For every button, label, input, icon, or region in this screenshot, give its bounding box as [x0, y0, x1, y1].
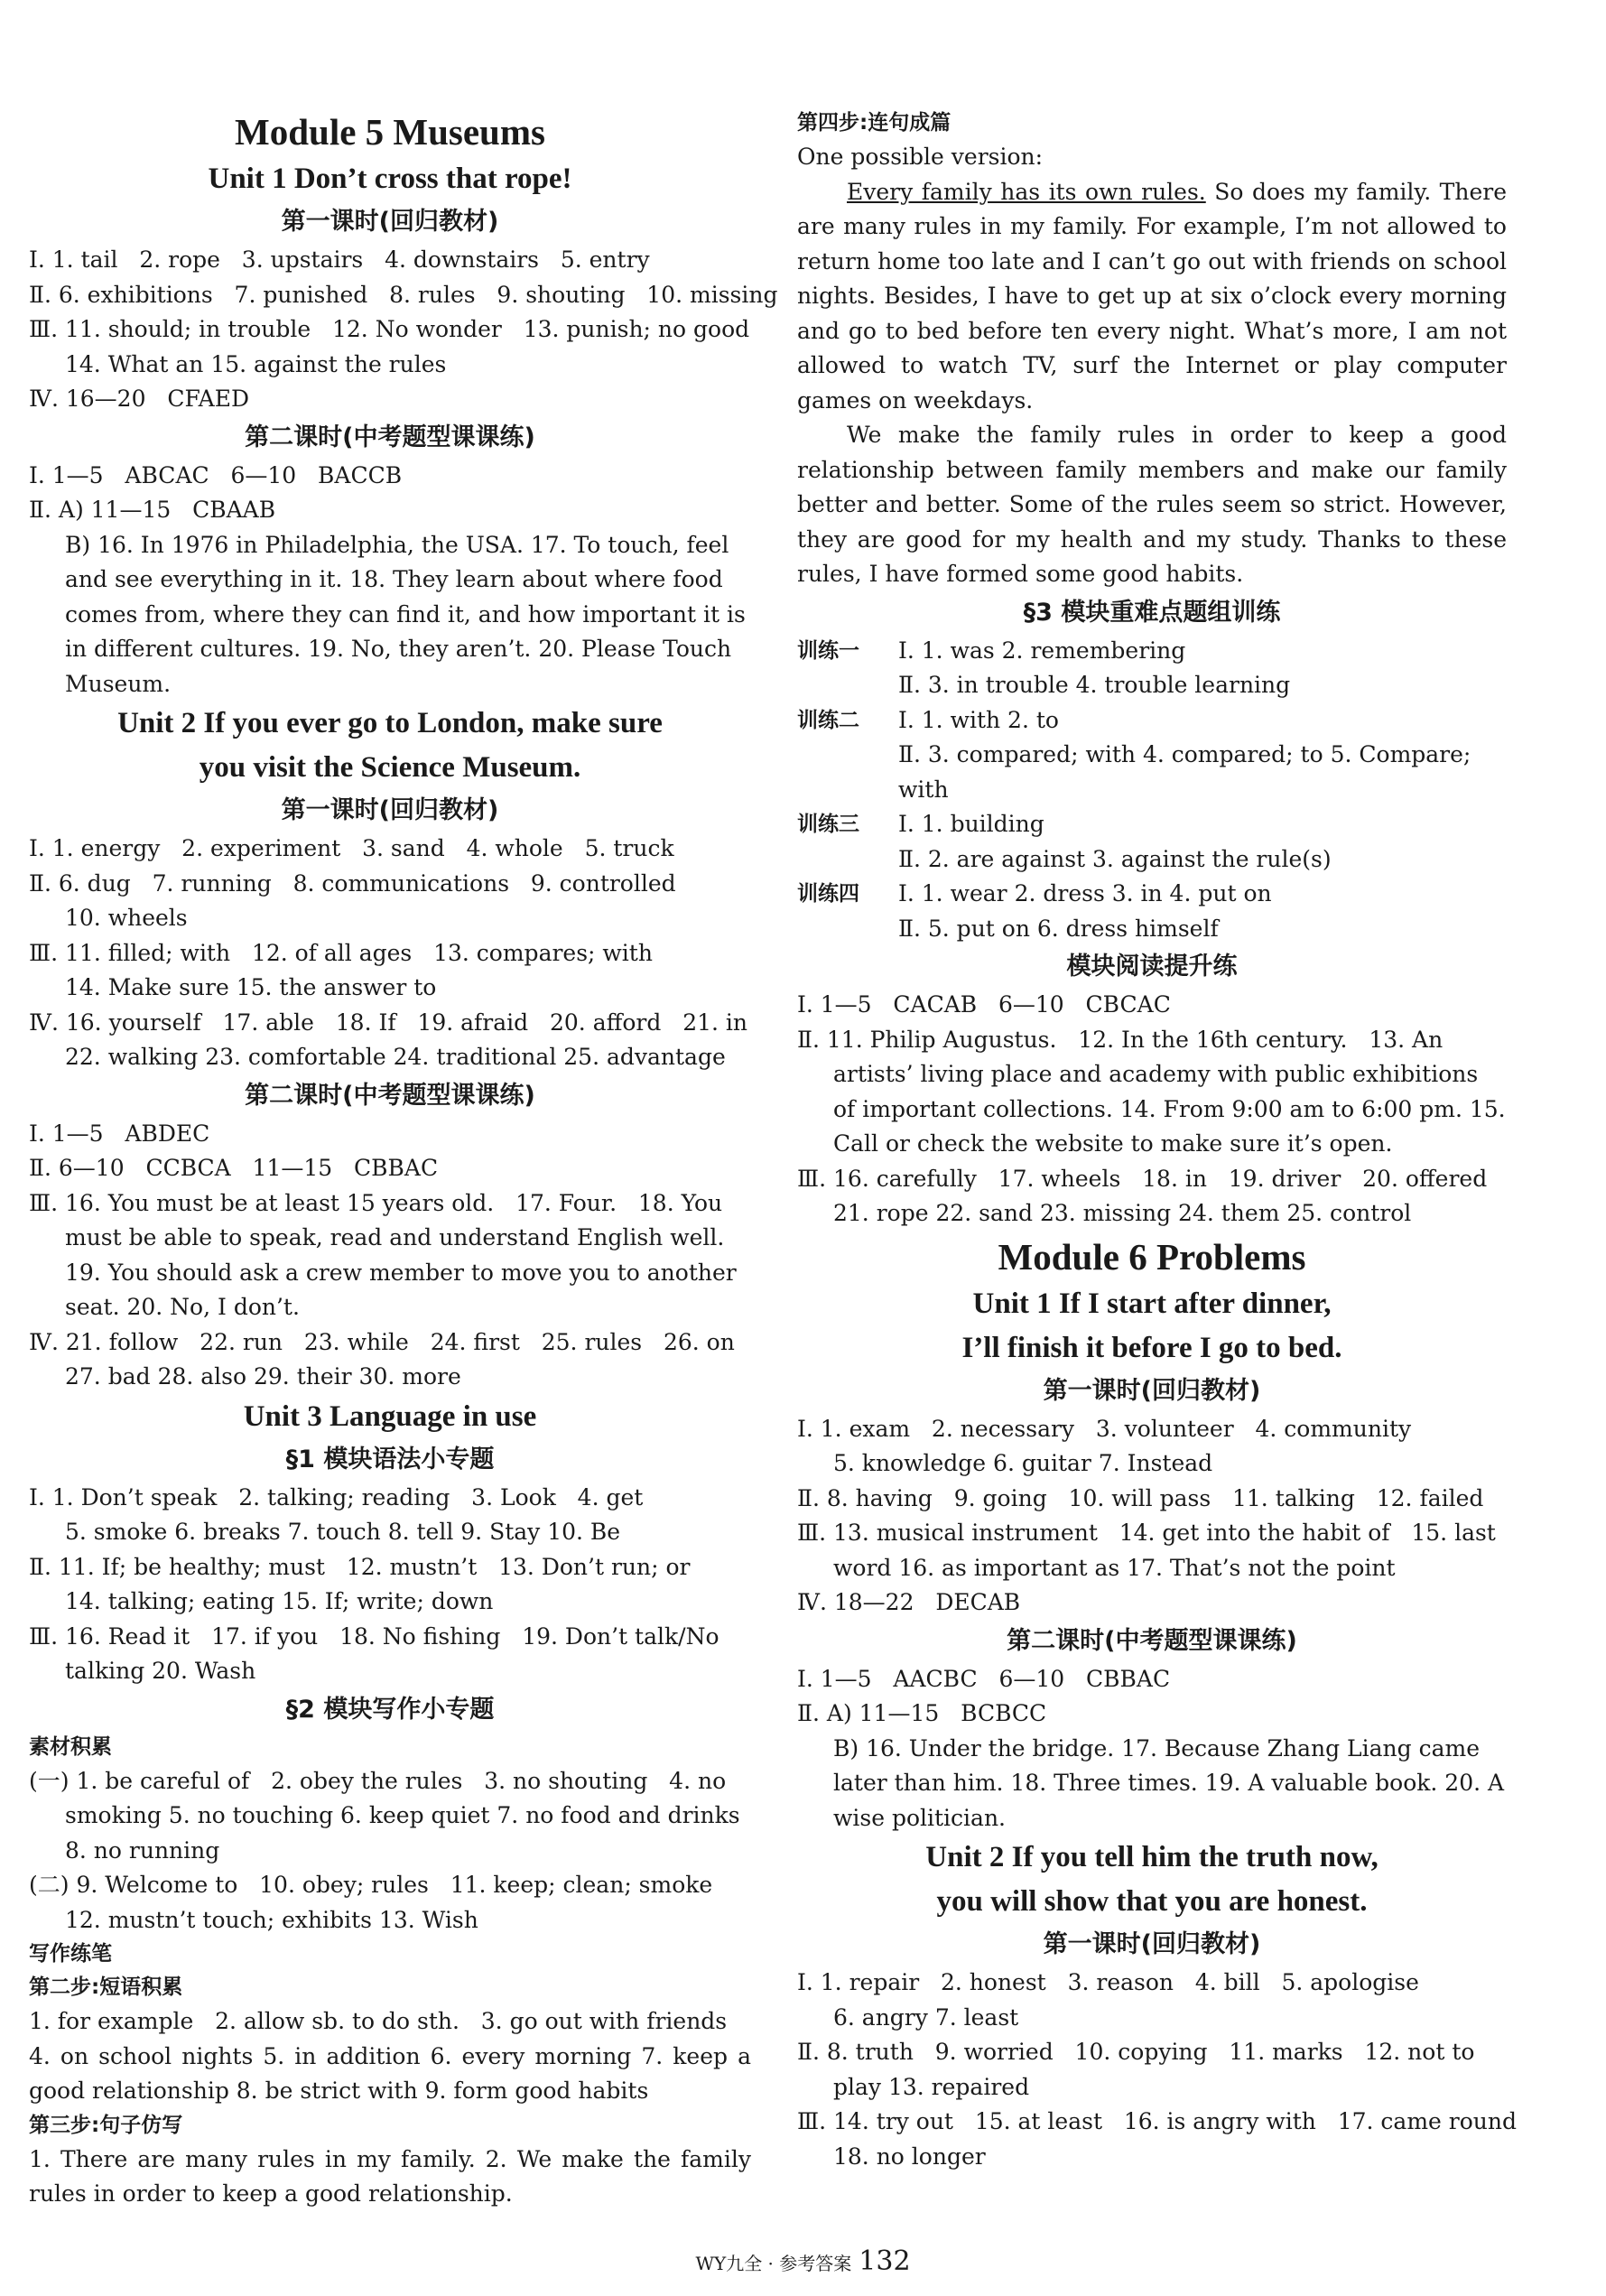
- answer-line-indent: 14. talking; eating 15. If; write; down: [65, 1588, 494, 1614]
- training-answers: Ⅰ. 1. was 2. remembering: [898, 637, 1186, 664]
- training-label: [797, 738, 898, 807]
- lesson-title: §3 模块重难点题组训练: [1023, 598, 1281, 627]
- unit-title: Unit 3 Language in use: [243, 1399, 537, 1433]
- answer-line: Ⅲ. 16. carefully 17. wheels 18. in 19. driver 20. offered: [797, 1165, 1488, 1192]
- answer-line: Ⅲ. 13. musical instrument 14. get into the habit of 15. last: [797, 1520, 1496, 1546]
- page-number: 132: [859, 2245, 911, 2277]
- training-answers: Ⅰ. 1. with 2. to: [898, 706, 1059, 733]
- answer-line-indent: 5. smoke 6. breaks 7. touch 8. tell 9. Stay 10. Be: [65, 1519, 621, 1545]
- answer-line: Ⅰ. 1—5 CACAB 6—10 CBCAC: [797, 991, 1171, 1018]
- training-row: [797, 877, 1507, 912]
- training-label: 训练二: [797, 708, 859, 732]
- training-label: [797, 668, 898, 703]
- answer-line: Ⅱ. 11. If; be healthy; must 12. mustn’t 13. Don’t run; or: [29, 1553, 691, 1580]
- lesson-title: §1 模块语法小专题: [285, 1445, 495, 1473]
- answer-line-indent: artists’ living place and academy with public exhibitions of important collections. 14. From 9:00 am to 6:00 pm. 15. Call or check the website to make sure it’s open.: [833, 1061, 1506, 1157]
- answer-line: Ⅱ. 6. dug 7. running 8. communications 9. controlled: [29, 869, 676, 897]
- answer-line-indent: 14. Make sure 15. the answer to: [65, 974, 437, 1000]
- lesson-title: 第一课时(回归教材): [281, 208, 499, 236]
- training-answers: Ⅱ. 3. in trouble 4. trouble learning: [898, 672, 1291, 698]
- answer-line: Ⅱ. 6. exhibitions 7. punished 8. rules 9. shouting 10. missing: [29, 281, 778, 308]
- paragraph: [797, 175, 1507, 419]
- answer-line-indent: 10. wheels: [65, 905, 188, 931]
- lesson-title: 第一课时(回归教材): [1043, 1376, 1261, 1405]
- answer-line-indent: talking 20. Wash: [65, 1658, 256, 1684]
- section-heading: 第三步:句子仿写: [29, 2113, 183, 2137]
- footer-label: WY九全 · 参考答案: [695, 2253, 852, 2274]
- answer-line: Ⅱ. 8. having 9. going 10. will pass 11. talking 12. failed: [797, 1484, 1484, 1511]
- lesson-title: 第一课时(回归教材): [1043, 1930, 1261, 1958]
- answer-line: Ⅳ. 16. yourself 17. able 18. If 19. afraid 20. afford 21. in: [29, 1009, 748, 1036]
- answer-line: Ⅲ. 14. try out 15. at least 16. is angry with 17. came round: [797, 2108, 1517, 2134]
- page-footer: [0, 2245, 1606, 2277]
- unit-title: Unit 2 If you ever go to London, make sure: [117, 707, 663, 739]
- answer-line-indent: smoking 5. no touching 6. keep quiet 7. no food and drinks 8. no running: [65, 1802, 740, 1864]
- section-heading: 素材积累: [29, 1734, 112, 1759]
- answer-line: Ⅲ. 11. should; in trouble 12. No wonder 13. punish; no good: [29, 316, 750, 342]
- training-answers: Ⅰ. 1. wear 2. dress 3. in 4. put on: [898, 880, 1272, 906]
- answer-line-indent: must be able to speak, read and understand English well. 19. You should ask a crew member to move you to another seat. 20. No, I don’t.: [65, 1224, 737, 1320]
- answer-line-indent: 12. mustn’t touch; exhibits 13. Wish: [65, 1906, 478, 1933]
- answer-line-indent: 27. bad 28. also 29. their 30. more: [65, 1363, 461, 1390]
- answer-line: Ⅱ. 8. truth 9. worried 10. copying 11. marks 12. not to: [797, 2039, 1475, 2065]
- answer-line-indent: B) 16. In 1976 in Philadelphia, the USA. 17. To touch, feel and see everything in it. 18. They learn about where food comes from, where they can find it, and how important it is in different cultures. 19. No, they aren’t. 20. Please Touch Museum.: [65, 531, 746, 697]
- answer-line-indent: play 13. repaired: [833, 2073, 1030, 2100]
- answer-line-indent: word 16. as important as 17. That’s not the point: [833, 1554, 1396, 1581]
- lesson-title: 第一课时(回归教材): [281, 796, 499, 824]
- training-label: 训练四: [797, 882, 859, 906]
- answer-line-indent: 21. rope 22. sand 23. missing 24. them 25. control: [833, 1200, 1412, 1226]
- underlined-sentence: Every family has its own rules.: [847, 178, 1206, 205]
- answer-line: Ⅰ. 1. exam 2. necessary 3. volunteer 4. community: [797, 1415, 1412, 1442]
- unit-title: Unit 2 If you tell him the truth now,: [925, 1841, 1379, 1873]
- answer-line: Ⅲ. 16. Read it 17. if you 18. No fishing 19. Don’t talk/No: [29, 1622, 719, 1650]
- answer-line: (一) 1. be careful of 2. obey the rules 3. no shouting 4. no: [29, 1767, 727, 1794]
- training-label: 训练三: [797, 813, 859, 836]
- training-row: [797, 807, 1507, 842]
- answer-line: Ⅱ. 11. Philip Augustus. 12. In the 16th century. 13. An: [797, 1026, 1444, 1053]
- module-title: Module 6 Problems: [998, 1235, 1306, 1278]
- answer-line: Ⅳ. 18—22 DECAB: [797, 1589, 1021, 1615]
- unit-title: Unit 1 Don’t cross that rope!: [208, 163, 572, 195]
- training-answers: Ⅰ. 1. building: [898, 811, 1044, 837]
- paragraph: We make the family rules in order to keep a good relationship between family members and make our family better and better. Some of the rules seem so strict. However, they are good for my health and my study. Thanks to these rules, I have formed some good habits.: [797, 422, 1507, 587]
- answer-line: Ⅰ. 1. energy 2. experiment 3. sand 4. whole 5. truck: [29, 835, 674, 861]
- lesson-title: 第二课时(中考题型课课练): [1007, 1626, 1297, 1655]
- training-row: [797, 842, 1507, 878]
- training-label: 训练一: [797, 638, 859, 663]
- training-row: [797, 912, 1507, 947]
- answer-line: Ⅰ. 1. repair 2. honest 3. reason 4. bill 5. apologise: [797, 1969, 1419, 1995]
- answer-line: Ⅳ. 16—20 CFAED: [29, 386, 249, 412]
- training-label: [797, 842, 898, 878]
- answer-line: Ⅱ. 6—10 CCBCA 11—15 CBBAC: [29, 1155, 439, 1181]
- training-row: [797, 738, 1507, 807]
- lesson-title: 第二课时(中考题型课课练): [245, 423, 535, 451]
- answer-line: Ⅰ. 1—5 ABDEC: [29, 1120, 210, 1147]
- section-heading: 第四步:连句成篇: [797, 111, 952, 135]
- lesson-title: §2 模块写作小专题: [285, 1695, 495, 1724]
- answer-line: Ⅲ. 11. filled; with 12. of all ages 13. compares; with: [29, 939, 653, 966]
- paragraph-text: So does my family. There are many rules in my family. For example, I’m not allowed to return home too late and I can’t go out with friends on school nights. Besides, I have to get up at six o’clock every morning and go to bed before ten every night. What’s more, I am not allowed to watch TV, surf the Internet or play computer games on weekdays.: [797, 178, 1507, 414]
- answer-line-indent: 18. no longer: [833, 2143, 986, 2170]
- right-column: [797, 107, 1517, 2174]
- answer-line: Ⅱ. A) 11—15 BCBCC: [797, 1700, 1047, 1726]
- training-label: [797, 912, 898, 947]
- answer-line: Ⅳ. 21. follow 22. run 23. while 24. first 25. rules 26. on: [29, 1328, 735, 1355]
- answer-line: Ⅲ. 16. You must be at least 15 years old. 17. Four. 18. You: [29, 1189, 723, 1216]
- lesson-title: 第二课时(中考题型课课练): [245, 1081, 535, 1110]
- training-answers: Ⅱ. 2. are against 3. against the rule(s): [898, 845, 1332, 872]
- paragraph: 1. There are many rules in my family. 2. We make the family rules in order to keep a good relationship.: [29, 2145, 751, 2207]
- answer-line-indent: B) 16. Under the bridge. 17. Because Zhang Liang came later than him. 18. Three times. 19. A valuable book. 20. A wise politician.: [833, 1734, 1505, 1831]
- answer-line: Ⅱ. A) 11—15 CBAAB: [29, 497, 276, 523]
- answer-line: Ⅰ. 1. Don’t speak 2. talking; reading 3. Look 4. get: [29, 1483, 644, 1511]
- unit-title: you will show that you are honest.: [936, 1885, 1368, 1918]
- unit-title: you visit the Science Museum.: [199, 751, 581, 784]
- training-answers: Ⅱ. 5. put on 6. dress himself: [898, 915, 1219, 942]
- answer-line: One possible version:: [797, 144, 1044, 170]
- section-heading: 第二步:短语积累: [29, 1975, 183, 1999]
- answer-line-indent: 6. angry 7. least: [833, 2003, 1019, 2031]
- training-row: [797, 668, 1507, 703]
- answer-line: (二) 9. Welcome to 10. obey; rules 11. keep; clean; smoke: [29, 1872, 713, 1898]
- section-heading: 写作练笔: [29, 1942, 112, 1966]
- training-row: [797, 634, 1507, 669]
- training-answers: Ⅱ. 3. compared; with 4. compared; to 5. Compare; with: [898, 741, 1471, 803]
- answer-line: Ⅰ. 1—5 ABCAC 6—10 BACCB: [29, 461, 403, 488]
- answer-line: 1. for example 2. allow sb. to do sth. 3. go out with friends: [29, 2008, 728, 2034]
- unit-title: I’ll finish it before I go to bed.: [961, 1331, 1342, 1364]
- unit-title: Unit 1 If I start after dinner,: [972, 1287, 1332, 1320]
- answer-line-indent: 14. What an 15. against the rules: [65, 350, 447, 377]
- answer-line: Ⅰ. 1—5 AACBC 6—10 CBBAC: [797, 1665, 1171, 1692]
- answer-line-indent: 22. walking 23. comfortable 24. traditional 25. advantage: [65, 1044, 726, 1070]
- lesson-title: 模块阅读提升练: [1066, 953, 1238, 981]
- left-column: [29, 107, 778, 2212]
- paragraph: 4. on school nights 5. in addition 6. every morning 7. keep a good relationship 8. be strict with 9. form good habits: [29, 2042, 751, 2104]
- training-row: [797, 703, 1507, 739]
- module-title: Module 5 Museums: [235, 111, 545, 153]
- answer-line-indent: 5. knowledge 6. guitar 7. Instead: [833, 1450, 1213, 1476]
- answer-line: Ⅰ. 1. tail 2. rope 3. upstairs 4. downstairs 5. entry: [29, 246, 650, 273]
